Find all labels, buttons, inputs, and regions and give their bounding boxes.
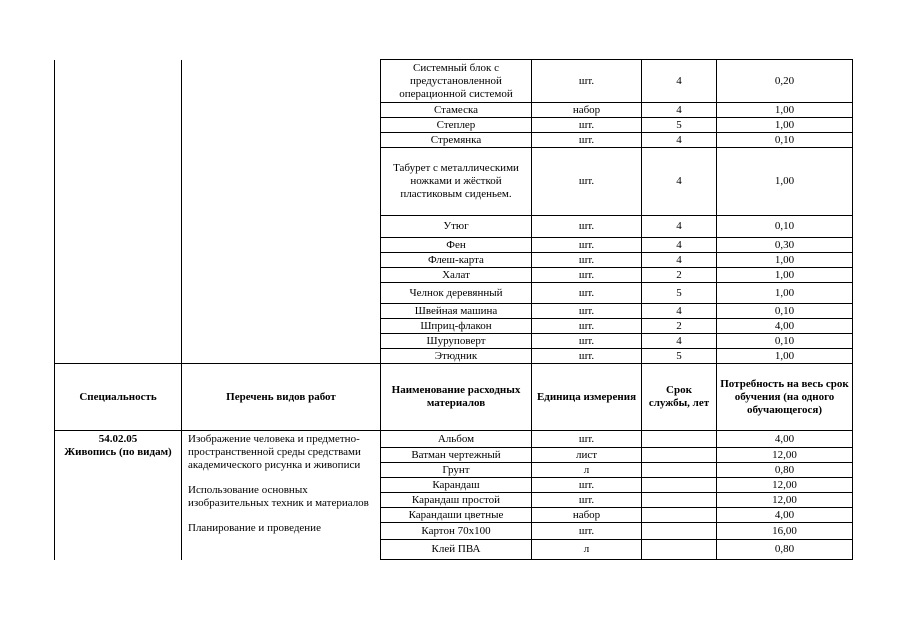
material-name: Шприц-флакон — [381, 319, 532, 334]
material-name: Клей ПВА — [381, 540, 532, 560]
works-cell — [182, 431, 381, 560]
need-cell: 1,00 — [717, 349, 853, 364]
unit-cell: шт. — [532, 334, 642, 349]
materials-table — [54, 59, 853, 560]
term-cell: 4 — [642, 253, 717, 268]
need-cell: 12,00 — [717, 493, 853, 508]
unit-cell: шт. — [532, 319, 642, 334]
need-cell: 0,30 — [717, 238, 853, 253]
material-name: Альбом — [381, 431, 532, 448]
header-term: Срок службы, лет — [642, 364, 717, 431]
need-cell: 1,00 — [717, 148, 853, 216]
term-cell: 4 — [642, 238, 717, 253]
need-cell: 0,20 — [717, 60, 853, 103]
need-cell: 1,00 — [717, 268, 853, 283]
term-cell: 4 — [642, 133, 717, 148]
term-cell: 2 — [642, 319, 717, 334]
need-cell: 12,00 — [717, 478, 853, 493]
material-name: Карандаш простой — [381, 493, 532, 508]
need-cell: 0,80 — [717, 463, 853, 478]
material-name: Степлер — [381, 118, 532, 133]
work-item: Изображение человека и предметно-пространственной среды средствами академического рисунка и живописи — [188, 433, 361, 471]
term-cell: 5 — [642, 349, 717, 364]
need-cell: 0,10 — [717, 133, 853, 148]
unit-cell: шт. — [532, 216, 642, 238]
term-cell: 4 — [642, 60, 717, 103]
work-item: Использование основных изобразительных техник и материалов — [188, 484, 369, 509]
term-cell: 2 — [642, 268, 717, 283]
term-cell: 4 — [642, 304, 717, 319]
unit-cell: шт. — [532, 304, 642, 319]
unit-cell: шт. — [532, 118, 642, 133]
term-cell: 5 — [642, 283, 717, 304]
work-item: Планирование и проведение — [188, 522, 321, 534]
header-specialty: Специальность — [55, 364, 182, 431]
specialty-cell-empty — [55, 60, 182, 364]
term-cell: 4 — [642, 216, 717, 238]
term-cell — [642, 448, 717, 463]
term-cell — [642, 463, 717, 478]
term-cell: 4 — [642, 103, 717, 118]
material-name: Карандаши цветные — [381, 508, 532, 523]
need-cell: 16,00 — [717, 523, 853, 540]
works-cell-empty — [182, 60, 381, 364]
need-cell: 0,10 — [717, 334, 853, 349]
header-unit: Единица измерения — [532, 364, 642, 431]
need-cell: 0,10 — [717, 304, 853, 319]
term-cell — [642, 508, 717, 523]
unit-cell: шт. — [532, 238, 642, 253]
need-cell: 1,00 — [717, 283, 853, 304]
need-cell: 4,00 — [717, 319, 853, 334]
unit-cell: шт. — [532, 493, 642, 508]
term-cell — [642, 540, 717, 560]
specialty-code: 54.02.05 — [98, 433, 138, 445]
table-row — [55, 60, 853, 103]
unit-cell: шт. — [532, 283, 642, 304]
unit-cell: шт. — [532, 268, 642, 283]
material-name: Стамеска — [381, 103, 532, 118]
need-cell: 1,00 — [717, 253, 853, 268]
unit-cell: набор — [532, 103, 642, 118]
unit-cell: шт. — [532, 478, 642, 493]
term-cell: 5 — [642, 118, 717, 133]
specialty-cell — [55, 431, 182, 560]
term-cell — [642, 478, 717, 493]
unit-cell: шт. — [532, 148, 642, 216]
material-name: Системный блок с предустановленной операционной системой — [381, 60, 532, 103]
term-cell — [642, 523, 717, 540]
unit-cell: лист — [532, 448, 642, 463]
unit-cell: шт. — [532, 133, 642, 148]
material-name: Халат — [381, 268, 532, 283]
unit-cell: шт. — [532, 60, 642, 103]
need-cell: 4,00 — [717, 431, 853, 448]
need-cell: 0,10 — [717, 216, 853, 238]
material-name: Картон 70х100 — [381, 523, 532, 540]
unit-cell: шт. — [532, 523, 642, 540]
unit-cell: шт. — [532, 349, 642, 364]
table-row — [55, 431, 853, 448]
need-cell: 1,00 — [717, 118, 853, 133]
header-works: Перечень видов работ — [182, 364, 381, 431]
materials-table-body — [55, 60, 853, 560]
material-name: Челнок деревянный — [381, 283, 532, 304]
material-name: Стремянка — [381, 133, 532, 148]
unit-cell: л — [532, 463, 642, 478]
material-name: Этюдник — [381, 349, 532, 364]
unit-cell: набор — [532, 508, 642, 523]
material-name: Фен — [381, 238, 532, 253]
unit-cell: шт. — [532, 431, 642, 448]
material-name: Табурет с металлическими ножками и жёсткой пластиковым сиденьем. — [381, 148, 532, 216]
material-name: Флеш-карта — [381, 253, 532, 268]
term-cell: 4 — [642, 334, 717, 349]
term-cell — [642, 493, 717, 508]
material-name: Грунт — [381, 463, 532, 478]
material-name: Швейная машина — [381, 304, 532, 319]
header-need: Потребность на весь срок обучения (на одного обучающегося) — [717, 364, 853, 431]
unit-cell: л — [532, 540, 642, 560]
header-material: Наименование расходных материалов — [381, 364, 532, 431]
term-cell: 4 — [642, 148, 717, 216]
material-name: Карандаш — [381, 478, 532, 493]
unit-cell: шт. — [532, 253, 642, 268]
need-cell: 12,00 — [717, 448, 853, 463]
material-name: Утюг — [381, 216, 532, 238]
specialty-name: Живопись (по видам) — [64, 446, 172, 458]
table-header-row — [55, 364, 853, 431]
need-cell: 0,80 — [717, 540, 853, 560]
material-name: Ватман чертежный — [381, 448, 532, 463]
need-cell: 1,00 — [717, 103, 853, 118]
need-cell: 4,00 — [717, 508, 853, 523]
term-cell — [642, 431, 717, 448]
material-name: Шуруповерт — [381, 334, 532, 349]
